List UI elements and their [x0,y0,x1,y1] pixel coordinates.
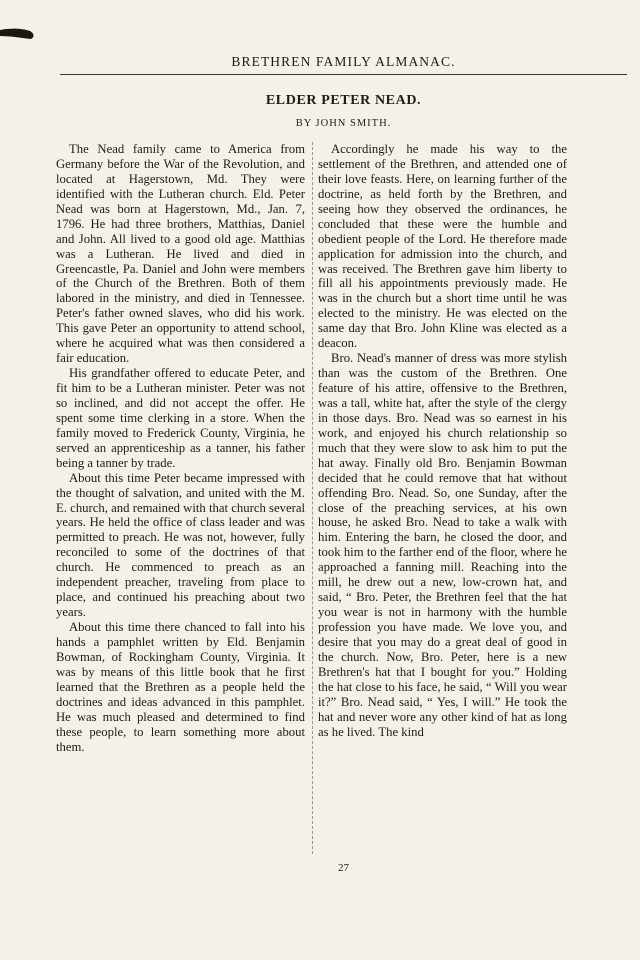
left-column [56,142,305,754]
column-divider [312,142,313,854]
paragraph: Bro. Nead's manner of dress was more stylish than was the custom of the Brethren. One feature of his attire, offensive to the Brethren, was a tall, white hat, after the style of the clergy in those days. Bro. Nead was so earnest in his work, and enjoyed his church relationship so much that they were slow to ask him to put the hat away. Finally old Bro. Benjamin Bowman decided that he could remove that hat without offending Bro. Nead. So, one Sunday, after the close of the preaching services, at his own house, he asked Bro. Nead to take a walk with him. Entering the barn, he closed the door, and took him to the farther end of the floor, where he approached a fanning mill. Reaching into the mill, he drew out a new, low-crown hat, and said, “ Bro. Peter, the Brethren feel that the hat you wear is not in harmony with the humble profession you have made. We love you, and desire that you may do a great deal of good in the church. Now, Bro. Peter, here is a new Brethren's hat that I bought for you.” Holding the hat close to his face, he said, “ Will you wear it?” Bro. Nead said, “ Yes, I will.” He took the hat and never wore any other kind of hat as long as he lived. The kind [318,351,567,739]
paragraph: About this time Peter became impressed with the thought of salvation, and united with the M. E. church, and remained with that church several years. He held the office of class leader and was permitted to preach. He was not, however, fully reconciled to some of the doctrines of that church. He commenced to preach as an independent preacher, traveling from place to place, and continued his preaching about two years. [56,470,305,620]
page-number: 27 [338,862,349,874]
paragraph: About this time there chanced to fall into his hands a pamphlet written by Eld. Benjamin Bowman, of Rockingham County, Virginia. It was by means of this little book that he first learned that the Brethren as a people held the doctrines and ideas advanced in this pamphlet. He was much pleased and determined to find these people, to learn something more about them. [56,620,305,754]
right-column [318,142,567,740]
paragraph: The Nead family came to America from Germany before the War of the Revolution, and located at Hagerstown, Md. They were identified with the Lutheran church. Eld. Peter Nead was born at Hagerstown, Md., Jan. 7, 1796. He had three brothers, Matthias, Daniel and John. All lived to a good old age. Matthias was a Lutheran. He lived and died in Greencastle, Pa. Daniel and John were members of the Church of the Brethren. Both of them labored in the ministry, and died in Tennessee. Peter's father owned slaves, who did his work. This gave Peter an opportunity to attend school, where he acquired what was then considered a fair education. [56,142,305,366]
running-head: BRETHREN FAMILY ALMANAC. [231,54,456,69]
paragraph: His grandfather offered to educate Peter, and fit him to be a Lutheran minister. Peter was not so inclined, and did not accept the offer. He spent some time clerking in a store. When the family moved to Frederick County, Virginia, he served an apprenticeship as a tanner, his father being a tanner by trade. [56,366,305,470]
article-title: ELDER PETER NEAD. [265,93,422,108]
header-rule [60,74,627,75]
article-byline: BY JOHN SMITH. [295,118,392,129]
paragraph: Accordingly he made his way to the settlement of the Brethren, and attended one of their love feasts. Here, on learning further of the doctrine, as held forth by the Brethren, and seeing how they observed the ordinances, he concluded that these were the humble and obedient people of the Lord. He therefore made application for admission into the church, and was received. The Brethren gave him liberty to fill all his appointments previously made. He was in the church but a short time until he was elected to the ministry. He was elected on the same day that Bro. John Kline was elected as a deacon. [318,142,567,351]
binding-mark [0,24,36,42]
